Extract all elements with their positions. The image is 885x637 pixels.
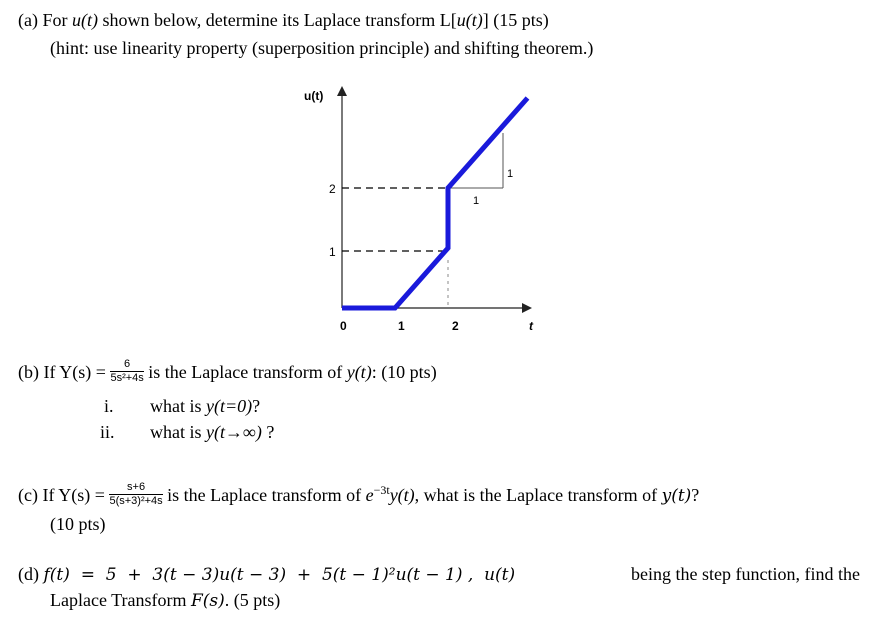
part-b-points: : (10 pts) [371, 362, 437, 382]
part-b-ii-post: ? [261, 422, 275, 442]
part-c-fraction [109, 481, 162, 508]
part-c-points: (10 pts) [50, 514, 106, 534]
part-d-equation: f(t) = 5 + 3(t − 3)u(t − 3) + 5(t − 1)²u(t − 1) , u(t) [43, 565, 516, 585]
part-d-line2-end: . (5 pts) [224, 590, 281, 610]
part-b-line [18, 360, 437, 387]
slope-run-label: 1 [473, 195, 480, 207]
part-d-text: being the step function, find the [631, 564, 860, 584]
part-b-ii-number: ii. [100, 422, 115, 442]
y-tick-1: 1 [329, 245, 336, 259]
part-a-hint: (hint: use linearity property (superposition principle) and shifting theorem.) [50, 38, 594, 58]
function-line [342, 98, 528, 308]
part-c-line [18, 478, 699, 510]
part-b-label: (b) If Y(s) = [18, 362, 106, 382]
part-a-function: u(t) [71, 10, 98, 30]
part-b-i-post: ? [252, 396, 261, 416]
part-c-denominator: 5(s+3)²+4s [109, 495, 163, 508]
part-b-fraction [110, 358, 143, 385]
part-c-label: (c) If Y(s) = [18, 485, 105, 505]
part-c-text: is the Laplace transform of [167, 485, 362, 505]
part-b-ii-question [150, 420, 274, 444]
x-axis-arrow-icon [522, 303, 532, 313]
part-d-label: (d) [18, 564, 39, 584]
part-b-ii-pre: what is [150, 422, 202, 442]
part-c-function: y(t) [389, 485, 415, 505]
part-b-function: y(t) [346, 362, 372, 382]
piecewise-graph [300, 80, 550, 340]
x-tick-2: 2 [452, 319, 459, 333]
part-a-text: shown below, determine its Laplace transform L[ [102, 10, 457, 30]
x-tick-0: 0 [340, 319, 347, 333]
part-b-i-pre: what is [150, 396, 202, 416]
part-a-line1 [18, 8, 549, 32]
part-c-function-2: y(t) [661, 486, 692, 506]
part-c-end: ? [691, 485, 700, 505]
part-c-text-2: , what is the Laplace transform of [414, 485, 658, 505]
part-c-numerator: s+6 [109, 481, 162, 495]
part-a-function-2: u(t) [456, 10, 483, 30]
part-a-points: ] (15 pts) [482, 10, 549, 30]
part-d-line1 [18, 562, 860, 587]
part-c-exp-power: −3t [373, 483, 390, 497]
y-tick-2: 2 [329, 182, 336, 196]
part-d-transform: F(s) [190, 591, 225, 611]
part-b-i-expr: y(t=0) [206, 396, 253, 416]
part-d-line2-pre: Laplace Transform [50, 590, 187, 610]
part-b-ii-expr: y(t→∞) [206, 422, 262, 442]
part-b-i-question [150, 394, 260, 418]
part-b-i-number: i. [104, 396, 114, 416]
y-axis-arrow-icon [337, 86, 347, 96]
part-c-exp-base: e [365, 485, 374, 505]
slope-rise-label: 1 [507, 168, 514, 180]
y-axis-label: u(t) [304, 89, 324, 103]
part-b-denominator: 5s²+4s [110, 372, 144, 385]
x-axis-label: t [529, 319, 533, 333]
x-tick-1: 1 [398, 319, 405, 333]
part-b-numerator: 6 [110, 358, 143, 372]
part-d-line2 [50, 588, 280, 613]
part-b-text: is the Laplace transform of [148, 362, 343, 382]
part-a-label: (a) For [18, 10, 68, 30]
